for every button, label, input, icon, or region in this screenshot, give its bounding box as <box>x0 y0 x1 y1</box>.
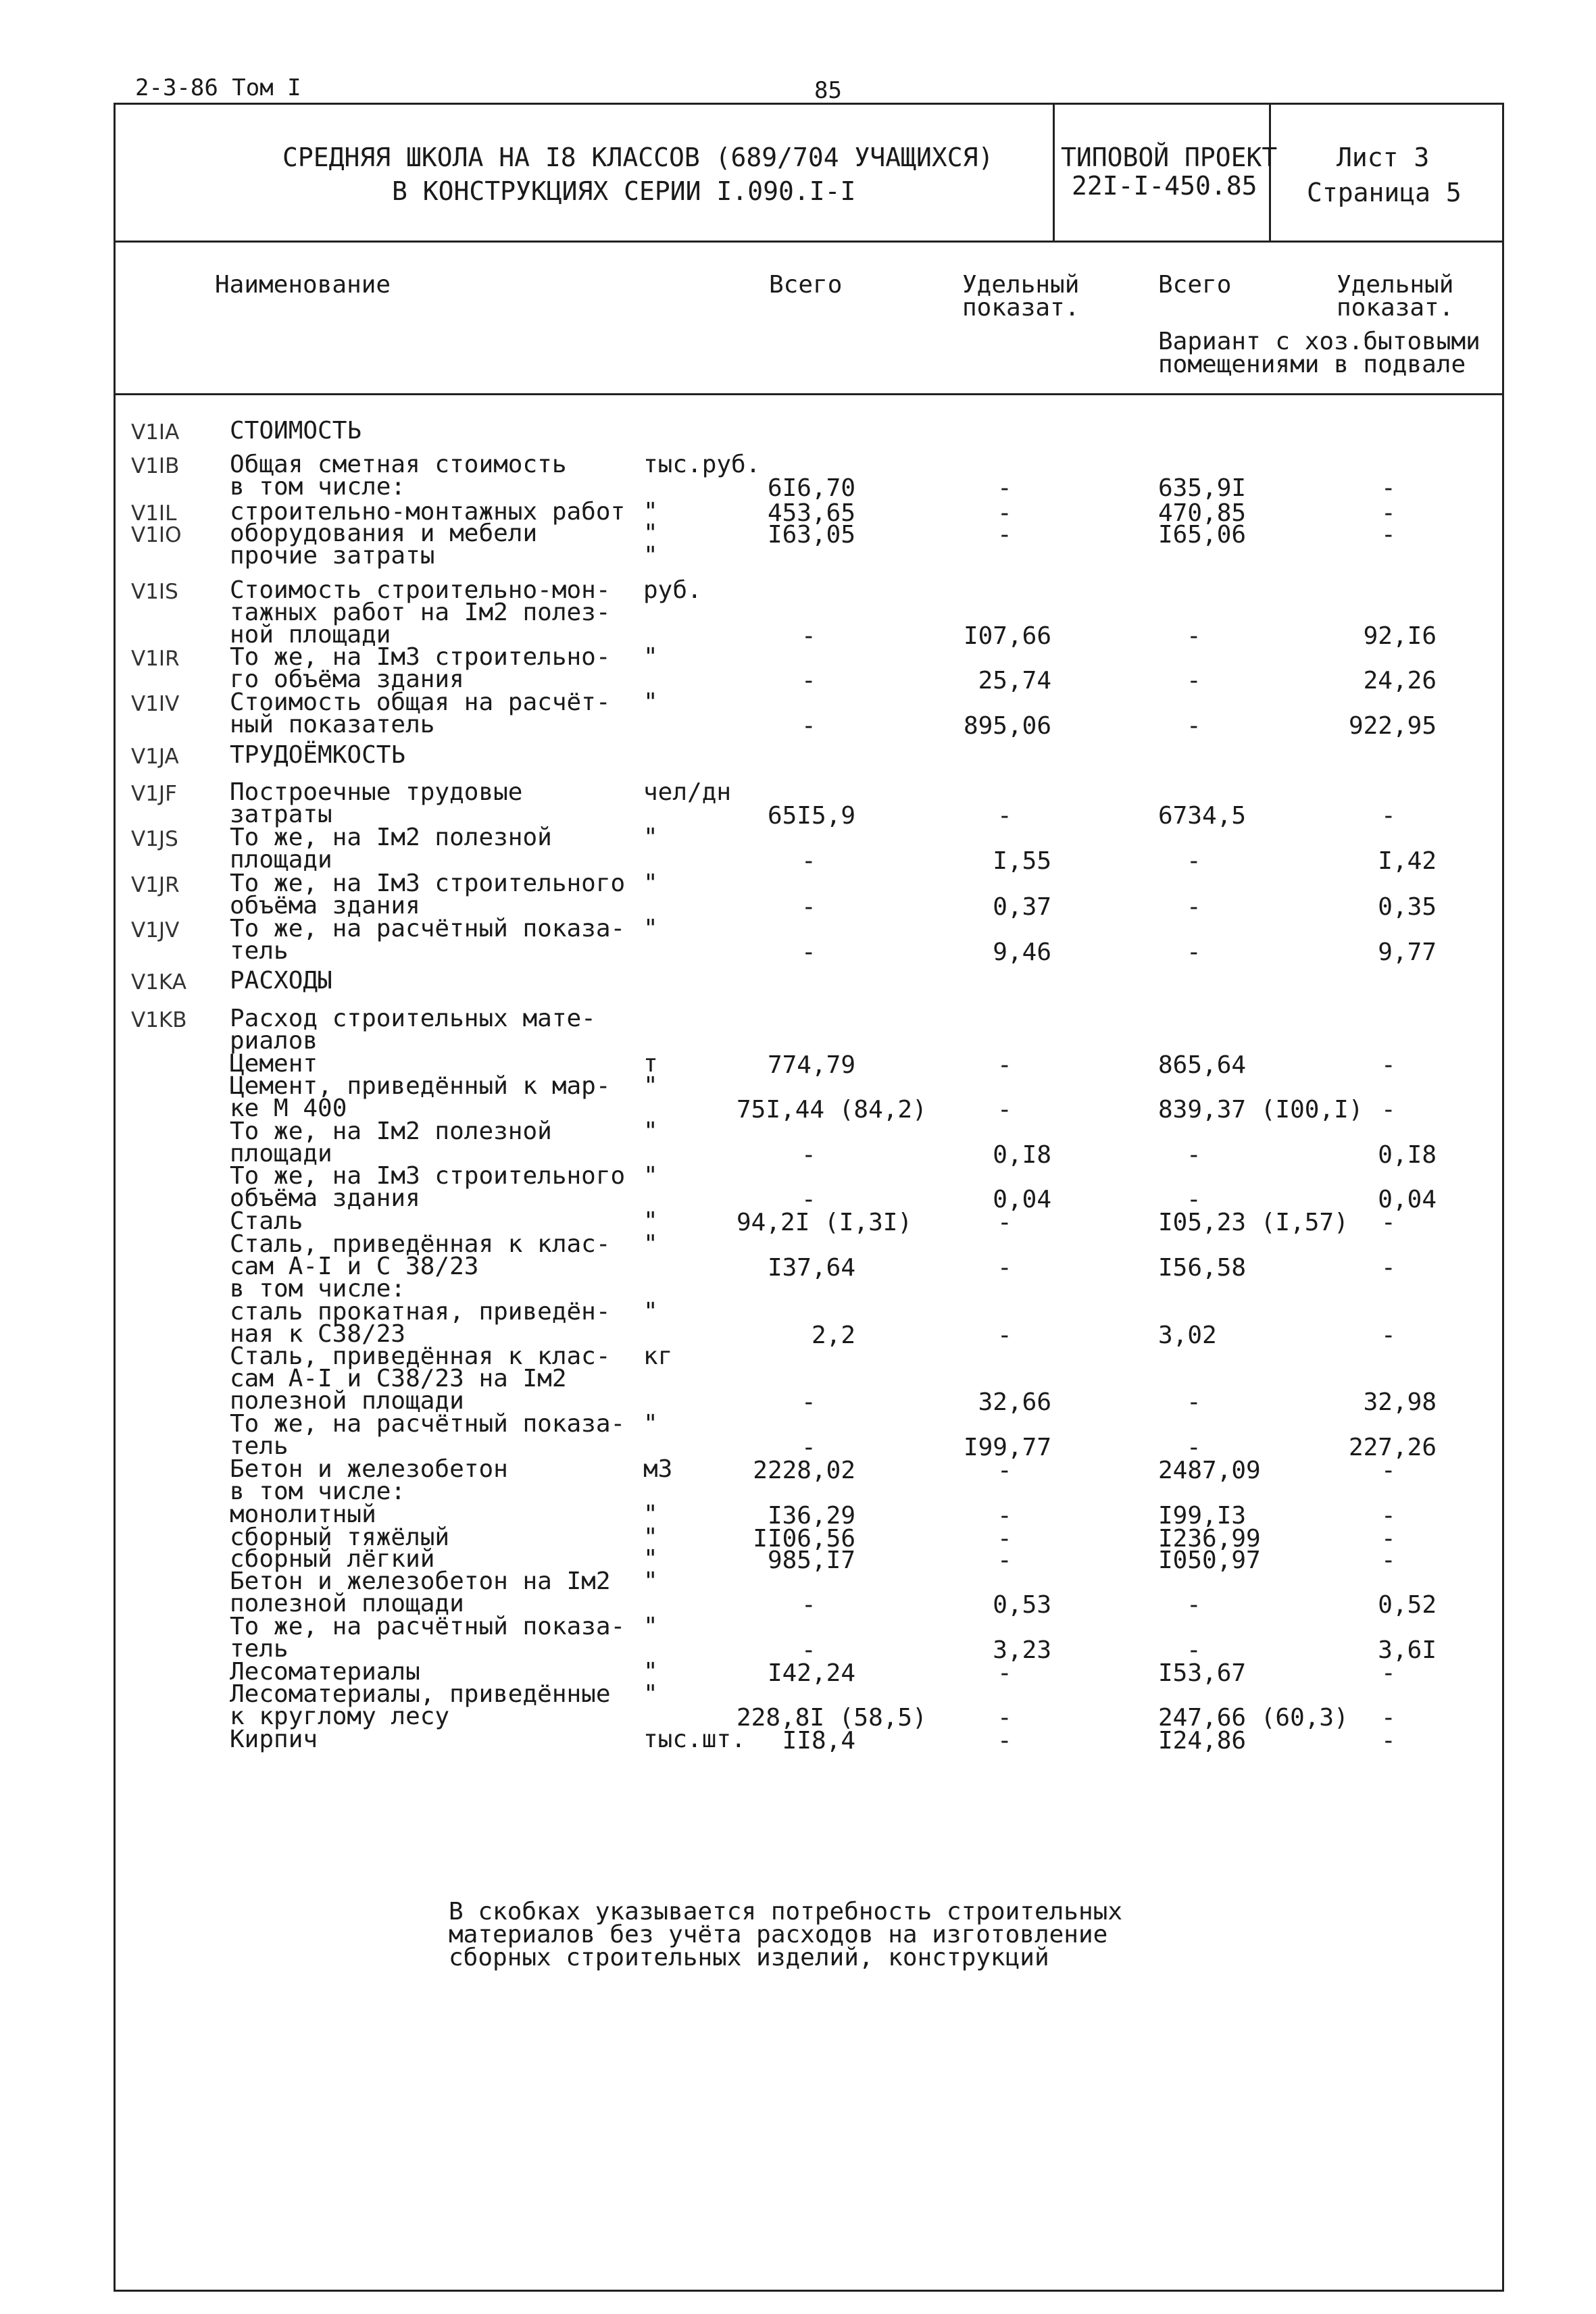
row-name-line: РАСХОДЫ <box>230 967 332 995</box>
row-unit: " <box>643 1567 658 1595</box>
row-name-line: строительно-монтажных работ <box>230 498 626 526</box>
row-name-line: сам А-I и С38/23 на Iм2 <box>230 1365 567 1392</box>
row-name-line: ный показатель <box>230 711 435 738</box>
row-spec1: I07,66 <box>963 622 1051 650</box>
row-name-line: сталь прокатная, приведён- <box>230 1298 611 1326</box>
row-name-line: ная к С38/23 <box>230 1320 406 1348</box>
row-spec1: - <box>997 499 1012 527</box>
row-name-line: площади <box>230 846 332 874</box>
row-total2: I99,I3 <box>1158 1502 1247 1530</box>
row-name-line: Стоимость строительно-мон- <box>230 576 611 604</box>
row-spec2: - <box>1381 1704 1396 1732</box>
row-total1: 75I,44 (84,2) <box>737 1096 927 1124</box>
row-total2: - <box>1187 667 1201 695</box>
row-code: V1IR <box>131 647 180 671</box>
row-spec2: 922,95 <box>1348 712 1437 740</box>
row-spec1: - <box>997 1051 1012 1079</box>
row-spec2: - <box>1381 1254 1396 1282</box>
row-spec1: - <box>997 1704 1012 1732</box>
row-total2: - <box>1187 893 1201 921</box>
row-name-line: к круглому лесу <box>230 1703 450 1730</box>
footnote-line3: сборных строительных изделий, конструкций <box>449 1944 1049 1971</box>
row-total1: - <box>801 938 816 966</box>
row-unit: тыс.руб. <box>643 451 761 478</box>
row-total2: - <box>1187 712 1201 740</box>
row-unit: чел/дн <box>643 778 732 806</box>
header-bottom-rule <box>114 393 1504 395</box>
row-spec2: - <box>1381 474 1396 502</box>
row-name-line: Лесоматериалы, приведённые <box>230 1680 611 1708</box>
row-unit: " <box>643 520 658 547</box>
row-name-line: То же, на расчётный показа- <box>230 1613 626 1640</box>
row-total1: - <box>801 1388 816 1416</box>
row-name-line: Лесоматериалы <box>230 1658 420 1686</box>
row-spec2: - <box>1381 802 1396 830</box>
row-spec1: 25,74 <box>978 667 1051 695</box>
row-name-line: Цемент, приведённый к мар- <box>230 1072 611 1100</box>
row-code: V1JA <box>131 745 179 769</box>
row-spec2: 32,98 <box>1363 1388 1437 1416</box>
row-name-line: в том числе: <box>230 1275 406 1303</box>
row-total2: I236,99 <box>1158 1525 1261 1553</box>
row-total2: - <box>1187 622 1201 650</box>
row-total2: - <box>1187 1591 1201 1619</box>
variant-note-l2: помещениями в подвале <box>1158 351 1466 378</box>
col-header-total2: Всего <box>1158 271 1232 299</box>
row-total1: - <box>801 622 816 650</box>
row-total1: I42,24 <box>767 1659 855 1687</box>
row-code: V1IL <box>131 501 177 526</box>
row-name-line: сам А-I и С 38/23 <box>230 1253 479 1280</box>
row-total1: - <box>801 1636 816 1664</box>
row-total1: - <box>801 893 816 921</box>
row-spec1: I,55 <box>993 847 1051 875</box>
row-spec2: - <box>1381 521 1396 549</box>
row-spec1: - <box>997 802 1012 830</box>
row-name-line: тель <box>230 1432 289 1460</box>
row-name-line: Расход строительных мате- <box>230 1005 596 1032</box>
row-spec1: - <box>997 521 1012 549</box>
row-total2: - <box>1187 1141 1201 1169</box>
document-title-line1: СРЕДНЯЯ ШКОЛА НА I8 КЛАССОВ (689/704 УЧАЩИХСЯ) <box>282 143 994 172</box>
row-unit: " <box>643 824 658 851</box>
row-name-line: ной площади <box>230 621 391 649</box>
row-name-line: полезной площади <box>230 1590 464 1617</box>
row-name-line: риалов <box>230 1027 318 1055</box>
row-spec2: - <box>1381 1051 1396 1079</box>
row-spec1: - <box>997 1096 1012 1124</box>
col-header-spec2-l1: Удельный <box>1337 271 1454 299</box>
row-spec1: - <box>997 1254 1012 1282</box>
row-total2: 2487,09 <box>1158 1457 1261 1484</box>
footnote-line1: В скобках указывается потребность строительных <box>449 1898 1122 1926</box>
row-total2: - <box>1187 1186 1201 1213</box>
title-divider-1 <box>1053 103 1055 242</box>
row-unit: т <box>643 1050 658 1078</box>
row-name-line: ТРУДОЁМКОСТЬ <box>230 741 406 769</box>
row-total2: 3,02 <box>1158 1322 1217 1349</box>
row-name-line: То же, на Iм3 строительного <box>230 1162 626 1190</box>
row-unit: " <box>643 688 658 716</box>
row-total1: - <box>801 1141 816 1169</box>
row-spec2: 0,52 <box>1378 1591 1437 1619</box>
row-total1: 453,65 <box>767 499 855 527</box>
footnote-line2: материалов без учёта расходов на изготовление <box>449 1921 1108 1948</box>
row-total1: II8,4 <box>782 1727 855 1755</box>
row-spec2: 24,26 <box>1363 667 1437 695</box>
row-name-line: затраты <box>230 801 332 828</box>
row-total1: - <box>801 712 816 740</box>
variant-note-l1: Вариант с хоз.бытовыми <box>1158 328 1480 355</box>
row-unit: м3 <box>643 1455 673 1483</box>
row-spec2: 9,77 <box>1378 938 1437 966</box>
row-name-line: тажных работ на Iм2 полез- <box>230 599 611 626</box>
row-name-line: Сталь <box>230 1207 303 1235</box>
col-header-spec1-l1: Удельный <box>962 271 1080 299</box>
row-unit: " <box>643 1613 658 1640</box>
row-total2: I24,86 <box>1158 1727 1247 1755</box>
row-name-line: Сталь, приведённая к клас- <box>230 1342 611 1370</box>
row-spec1: - <box>997 1322 1012 1349</box>
row-code: V1JS <box>131 827 178 851</box>
row-total2: - <box>1187 1636 1201 1664</box>
row-code: V1IO <box>131 523 182 547</box>
row-unit: " <box>643 1545 658 1573</box>
row-total1: 2,2 <box>811 1322 855 1349</box>
row-spec1: - <box>997 1502 1012 1530</box>
row-total2: I65,06 <box>1158 521 1247 549</box>
row-spec2: 92,I6 <box>1363 622 1437 650</box>
page-number: 85 <box>814 77 842 104</box>
row-name-line: То же, на расчётный показа- <box>230 915 626 942</box>
row-total1: - <box>801 1186 816 1213</box>
title-block-bottom-rule <box>114 241 1504 243</box>
row-total1: 2228,02 <box>753 1457 855 1484</box>
row-unit: " <box>643 915 658 942</box>
row-name-line: СТОИМОСТЬ <box>230 417 362 445</box>
row-name-line: Бетон и железобетон на Iм2 <box>230 1567 611 1595</box>
row-spec1: - <box>997 1727 1012 1755</box>
row-unit: " <box>643 870 658 897</box>
row-total1: - <box>801 847 816 875</box>
row-total2: - <box>1187 1388 1201 1416</box>
row-spec2: - <box>1381 1659 1396 1687</box>
row-total1: 228,8I (58,5) <box>737 1704 927 1732</box>
row-spec1: 0,04 <box>993 1186 1051 1213</box>
row-spec2: - <box>1381 1096 1396 1124</box>
row-unit: " <box>643 498 658 526</box>
row-total2: 865,64 <box>1158 1051 1247 1079</box>
row-name-line: площади <box>230 1140 332 1167</box>
row-unit: " <box>643 1410 658 1438</box>
row-unit: тыс.шт. <box>643 1726 746 1753</box>
row-spec2: - <box>1381 1727 1396 1755</box>
row-name-line: объёма здания <box>230 892 420 920</box>
col-header-total1: Всего <box>769 271 843 299</box>
row-total2: 470,85 <box>1158 499 1247 527</box>
row-spec1: 0,53 <box>993 1591 1051 1619</box>
row-spec1: - <box>997 1209 1012 1236</box>
row-name-line: прочие затраты <box>230 542 435 570</box>
row-spec1: - <box>997 1659 1012 1687</box>
row-unit: " <box>643 1072 658 1100</box>
sheet-number: Лист 3 <box>1337 143 1430 172</box>
row-code: V1IV <box>131 692 180 716</box>
row-spec2: 227,26 <box>1348 1434 1437 1461</box>
row-total1: 774,79 <box>767 1051 855 1079</box>
row-total1: II06,56 <box>753 1525 855 1553</box>
row-name-line: сборный тяжёлый <box>230 1524 450 1551</box>
row-code: V1IB <box>131 454 180 478</box>
row-code: V1JR <box>131 873 180 897</box>
row-spec2: - <box>1381 1502 1396 1530</box>
row-name-line: в том числе: <box>230 1478 406 1505</box>
row-total2: - <box>1187 938 1201 966</box>
row-total1: I63,05 <box>767 521 855 549</box>
row-name-line: ке М 400 <box>230 1095 347 1122</box>
row-spec2: - <box>1381 1457 1396 1484</box>
row-unit: кг <box>643 1342 673 1370</box>
row-spec1: 32,66 <box>978 1388 1051 1416</box>
row-spec1: - <box>997 1525 1012 1553</box>
row-unit: руб. <box>643 576 702 604</box>
row-total2: 635,9I <box>1158 474 1247 502</box>
row-name-line: сборный лёгкий <box>230 1545 435 1573</box>
project-number: 22I-I-450.85 <box>1072 171 1257 201</box>
row-code: V1KA <box>131 970 186 995</box>
document-title-line2: В КОНСТРУКЦИЯХ СЕРИИ I.090.I-I <box>392 176 856 206</box>
row-code: V1KB <box>131 1008 187 1032</box>
row-total2: - <box>1187 1434 1201 1461</box>
row-unit: " <box>643 1230 658 1258</box>
row-name-line: То же, на Iм3 строительно- <box>230 643 611 671</box>
row-unit: " <box>643 643 658 671</box>
row-spec2: - <box>1381 499 1396 527</box>
row-name-line: Стоимость общая на расчёт- <box>230 688 611 716</box>
row-unit: " <box>643 1117 658 1145</box>
row-name-line: го объёма здания <box>230 665 464 693</box>
col-header-spec2-l2: показат. <box>1337 294 1454 322</box>
row-unit: " <box>643 542 658 570</box>
row-code: V1IS <box>131 580 178 604</box>
row-spec2: 0,I8 <box>1378 1141 1437 1169</box>
row-unit: " <box>643 1680 658 1708</box>
row-total2: 247,66 (60,3) <box>1158 1704 1349 1732</box>
row-spec1: 0,37 <box>993 893 1051 921</box>
row-spec1: 0,I8 <box>993 1141 1051 1169</box>
row-name-line: объёма здания <box>230 1184 420 1212</box>
row-total1: 94,2I (I,3I) <box>737 1209 913 1236</box>
row-spec2: - <box>1381 1209 1396 1236</box>
row-code: V1IA <box>131 420 180 445</box>
row-spec2: 0,35 <box>1378 893 1437 921</box>
row-spec2: - <box>1381 1322 1396 1349</box>
row-unit: " <box>643 1501 658 1528</box>
row-unit: " <box>643 1162 658 1190</box>
row-name-line: оборудования и мебели <box>230 520 538 547</box>
row-total2: I050,97 <box>1158 1546 1261 1574</box>
row-total2: 6734,5 <box>1158 802 1247 830</box>
row-name-line: полезной площади <box>230 1387 464 1415</box>
row-name-line: Цемент <box>230 1050 318 1078</box>
row-total2: 839,37 (I00,I) <box>1158 1096 1364 1124</box>
col-header-spec1-l2: показат. <box>962 294 1080 322</box>
row-spec1: - <box>997 1546 1012 1574</box>
title-divider-2 <box>1269 103 1271 242</box>
row-total1: - <box>801 1591 816 1619</box>
row-spec1: 9,46 <box>993 938 1051 966</box>
row-name-line: То же, на расчётный показа- <box>230 1410 626 1438</box>
page-label: Страница 5 <box>1307 178 1462 207</box>
col-header-name: Наименование <box>215 271 391 299</box>
row-total2: I05,23 (I,57) <box>1158 1209 1349 1236</box>
row-unit: " <box>643 1298 658 1326</box>
row-spec1: 3,23 <box>993 1636 1051 1664</box>
row-name-line: Кирпич <box>230 1726 318 1753</box>
row-total2: I53,67 <box>1158 1659 1247 1687</box>
row-unit: " <box>643 1524 658 1551</box>
row-name-line: монолитный <box>230 1501 376 1528</box>
row-name-line: тель <box>230 1635 289 1663</box>
project-type: ТИПОВОЙ ПРОЕКТ <box>1061 143 1278 172</box>
row-total1: 65I5,9 <box>767 802 855 830</box>
row-spec2: 3,6I <box>1378 1636 1437 1664</box>
row-spec2: I,42 <box>1378 847 1437 875</box>
row-spec1: 895,06 <box>963 712 1051 740</box>
row-total2: - <box>1187 847 1201 875</box>
document-code: 2-3-86 Том I <box>135 74 301 101</box>
row-spec1: - <box>997 1457 1012 1484</box>
row-total1: - <box>801 1434 816 1461</box>
row-name-line: То же, на Iм3 строительного <box>230 870 626 897</box>
row-name-line: в том числе: <box>230 473 406 501</box>
row-unit: " <box>643 1658 658 1686</box>
row-name-line: Построечные трудовые <box>230 778 523 806</box>
row-spec2: - <box>1381 1525 1396 1553</box>
row-code: V1JF <box>131 782 177 806</box>
row-code: V1JV <box>131 918 180 942</box>
row-total1: I36,29 <box>767 1502 855 1530</box>
row-spec2: 0,04 <box>1378 1186 1437 1213</box>
row-spec1: I99,77 <box>963 1434 1051 1461</box>
row-name-line: тель <box>230 937 289 965</box>
row-name-line: То же, на Iм2 полезной <box>230 1117 552 1145</box>
row-total1: I37,64 <box>767 1254 855 1282</box>
row-total2: I56,58 <box>1158 1254 1247 1282</box>
row-spec1: - <box>997 474 1012 502</box>
row-name-line: То же, на Iм2 полезной <box>230 824 552 851</box>
row-name-line: Общая сметная стоимость <box>230 451 567 478</box>
row-spec2: - <box>1381 1546 1396 1574</box>
row-total1: - <box>801 667 816 695</box>
row-name-line: Бетон и железобетон <box>230 1455 508 1483</box>
row-total1: 985,I7 <box>767 1546 855 1574</box>
row-name-line: Сталь, приведённая к клас- <box>230 1230 611 1258</box>
row-total1: 6I6,70 <box>767 474 855 502</box>
row-unit: " <box>643 1207 658 1235</box>
